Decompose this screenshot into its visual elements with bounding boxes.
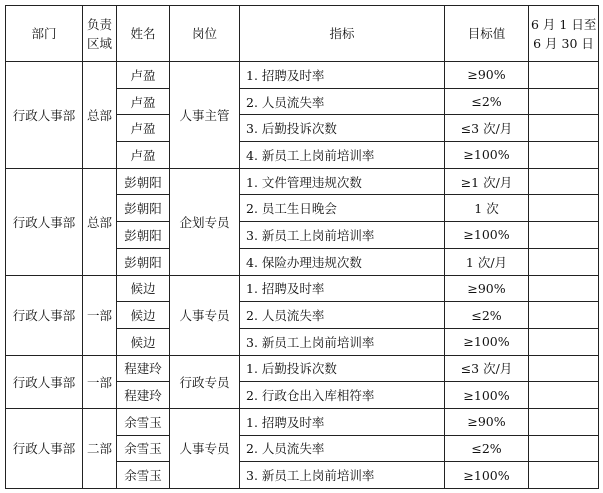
target-cell: ≥90%: [445, 62, 529, 89]
target-cell: ≤3 次/月: [445, 115, 529, 142]
name-cell: 候边: [117, 302, 170, 329]
name-cell: 程建玲: [117, 382, 170, 409]
target-cell: 1 次: [445, 195, 529, 222]
indicator-cell: 1. 后勤投诉次数: [240, 355, 445, 382]
header-name: 姓名: [117, 6, 170, 62]
target-cell: ≥100%: [445, 328, 529, 355]
header-row: [6, 6, 599, 62]
indicator-cell: 1. 文件管理违规次数: [240, 168, 445, 195]
name-cell: 卢盈: [117, 62, 170, 89]
name-cell: 余雪玉: [117, 435, 170, 462]
header-area: 负责区域: [83, 6, 117, 62]
period-cell: [529, 355, 599, 382]
name-cell: 程建玲: [117, 355, 170, 382]
dept-cell: 行政人事部: [6, 355, 83, 408]
period-cell: [529, 248, 599, 275]
indicator-cell: 3. 新员工上岗前培训率: [240, 462, 445, 489]
header-indicator: 指标: [240, 6, 445, 62]
area-cell: 总部: [83, 168, 117, 275]
period-cell: [529, 88, 599, 115]
name-cell: 彭朝阳: [117, 195, 170, 222]
period-cell: [529, 302, 599, 329]
name-cell: 余雪玉: [117, 462, 170, 489]
target-cell: ≥1 次/月: [445, 168, 529, 195]
dept-cell: 行政人事部: [6, 62, 83, 169]
indicator-cell: 1. 招聘及时率: [240, 408, 445, 435]
area-cell: 总部: [83, 62, 117, 169]
indicator-cell: 1. 招聘及时率: [240, 275, 445, 302]
indicator-cell: 1. 招聘及时率: [240, 62, 445, 89]
dept-cell: 行政人事部: [6, 408, 83, 488]
kpi-table: [5, 5, 599, 489]
indicator-cell: 2. 人员流失率: [240, 435, 445, 462]
name-cell: 卢盈: [117, 88, 170, 115]
header-period-line1: 6 月 1 日至: [531, 16, 597, 32]
indicator-cell: 3. 新员工上岗前培训率: [240, 328, 445, 355]
name-cell: 候边: [117, 328, 170, 355]
name-cell: 彭朝阳: [117, 248, 170, 275]
table-row: [6, 62, 599, 89]
table-row: [6, 168, 599, 195]
post-cell: 企划专员: [170, 168, 240, 275]
indicator-cell: 2. 行政仓出入库相符率: [240, 382, 445, 409]
indicator-cell: 4. 新员工上岗前培训率: [240, 142, 445, 169]
period-cell: [529, 328, 599, 355]
name-cell: 候边: [117, 275, 170, 302]
header-period-line2: 6 月 30 日: [533, 35, 594, 51]
post-cell: 人事主管: [170, 62, 240, 169]
name-cell: 彭朝阳: [117, 222, 170, 249]
indicator-cell: 2. 员工生日晚会: [240, 195, 445, 222]
name-cell: 卢盈: [117, 115, 170, 142]
table-body: [6, 62, 599, 489]
target-cell: ≤2%: [445, 302, 529, 329]
period-cell: [529, 382, 599, 409]
period-cell: [529, 62, 599, 89]
target-cell: ≥90%: [445, 408, 529, 435]
period-cell: [529, 115, 599, 142]
name-cell: 余雪玉: [117, 408, 170, 435]
target-cell: ≤2%: [445, 435, 529, 462]
header-post: 岗位: [170, 6, 240, 62]
period-cell: [529, 142, 599, 169]
header-dept: 部门: [6, 6, 83, 62]
indicator-cell: 3. 后勤投诉次数: [240, 115, 445, 142]
period-cell: [529, 462, 599, 489]
area-cell: 一部: [83, 355, 117, 408]
header-target: 目标值: [445, 6, 529, 62]
post-cell: 人事专员: [170, 408, 240, 488]
period-cell: [529, 195, 599, 222]
target-cell: ≤2%: [445, 88, 529, 115]
table-row: [6, 408, 599, 435]
area-cell: 二部: [83, 408, 117, 488]
indicator-cell: 2. 人员流失率: [240, 302, 445, 329]
dept-cell: 行政人事部: [6, 275, 83, 355]
target-cell: ≥100%: [445, 382, 529, 409]
target-cell: ≤3 次/月: [445, 355, 529, 382]
indicator-cell: 3. 新员工上岗前培训率: [240, 222, 445, 249]
period-cell: [529, 408, 599, 435]
indicator-cell: 2. 人员流失率: [240, 88, 445, 115]
target-cell: ≥90%: [445, 275, 529, 302]
target-cell: 1 次/月: [445, 248, 529, 275]
area-cell: 一部: [83, 275, 117, 355]
period-cell: [529, 222, 599, 249]
period-cell: [529, 435, 599, 462]
header-period: [529, 6, 599, 62]
name-cell: 彭朝阳: [117, 168, 170, 195]
period-cell: [529, 275, 599, 302]
indicator-cell: 4. 保险办理违规次数: [240, 248, 445, 275]
target-cell: ≥100%: [445, 222, 529, 249]
target-cell: ≥100%: [445, 142, 529, 169]
table-row: [6, 355, 599, 382]
name-cell: 卢盈: [117, 142, 170, 169]
table-row: [6, 275, 599, 302]
post-cell: 行政专员: [170, 355, 240, 408]
dept-cell: 行政人事部: [6, 168, 83, 275]
period-cell: [529, 168, 599, 195]
post-cell: 人事专员: [170, 275, 240, 355]
target-cell: ≥100%: [445, 462, 529, 489]
